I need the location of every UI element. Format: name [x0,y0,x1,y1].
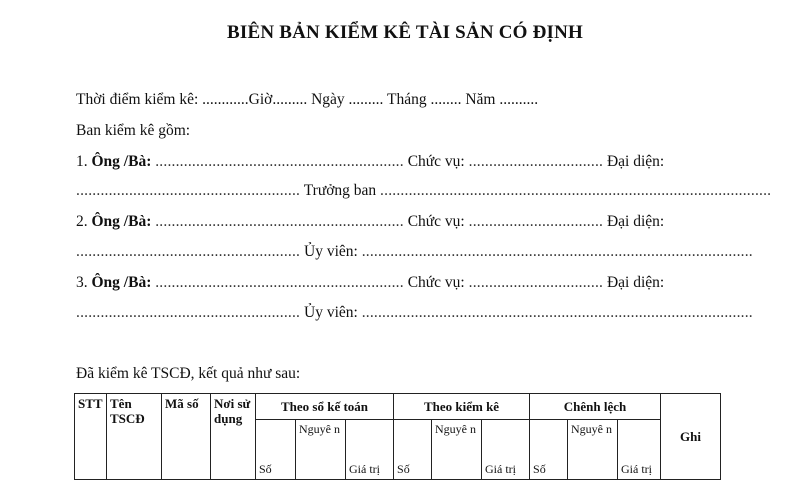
member-position-label: Chức vụ: [407,213,465,230]
member-2-row-2 [76,243,753,261]
member-3-row-2 [76,304,753,322]
member-role-field[interactable]: ................................................................................................ [361,304,753,321]
member-name-label: Ông /Bà: [91,274,152,291]
member-name-label: Ông /Bà: [91,153,152,170]
diff-qty: Số [530,420,568,480]
check-cost: Nguyê n [432,420,482,480]
books-cost: Nguyê n [296,420,346,480]
member-position-label: Chức vụ: [407,274,465,291]
inventory-time-line: Thời điểm kiểm kê: ............Giờ......... Ngày ......... Tháng ........ Năm .......... [76,91,539,108]
member-position-label: Chức vụ: [407,153,465,170]
col-code: Mã số [162,394,211,480]
member-position-field[interactable]: ................................. [468,213,604,230]
member-role-field[interactable]: ................................................................................................ [380,182,772,199]
member-rep-field[interactable]: ....................................................... [76,182,301,199]
check-value: Giá trị [482,420,530,480]
check-qty: Số [394,420,432,480]
member-name-label: Ông /Bà: [91,213,152,230]
member-index: 3. [76,274,88,291]
group-check: Theo kiểm kê [394,394,530,420]
inventory-table [74,393,721,480]
member-role: Trưởng ban [303,182,377,199]
diff-value: Giá trị [618,420,661,480]
member-index: 1. [76,153,88,170]
col-note: Ghi [661,394,721,480]
group-diff: Chênh lệch [530,394,661,420]
member-role: Ủy viên: [304,243,358,260]
member-rep-field[interactable]: ....................................................... [76,243,301,260]
col-asset-name: Tên TSCĐ [107,394,162,480]
member-position-field[interactable]: ................................. [468,274,604,291]
member-1-row-2 [76,182,771,200]
member-rep-label: Đại diện: [606,274,665,291]
member-role-field[interactable]: ................................................................................................ [361,243,753,260]
member-role: Ủy viên: [304,304,358,321]
result-line: Đã kiểm kê TSCĐ, kết quả như sau: [76,365,301,382]
books-value: Giá trị [346,420,394,480]
member-rep-label: Đại diện: [606,153,665,170]
diff-cost: Nguyê n [568,420,618,480]
member-1-row [76,153,664,171]
member-rep-field[interactable]: ....................................................... [76,304,301,321]
books-qty: Số [256,420,296,480]
member-index: 2. [76,213,88,230]
document-title: BIÊN BẢN KIỂM KÊ TÀI SẢN CÓ ĐỊNH [226,22,584,43]
member-rep-label: Đại diện: [606,213,665,230]
member-3-row [76,274,664,292]
member-name-field[interactable]: ............................................................. [155,274,404,291]
member-name-field[interactable]: ............................................................. [155,213,404,230]
col-location: Nơi sử dụng [211,394,256,480]
member-2-row [76,213,664,231]
group-books: Theo sổ kế toán [256,394,394,420]
col-stt: STT [75,394,107,480]
member-position-field[interactable]: ................................. [468,153,604,170]
committee-label: Ban kiểm kê gồm: [76,122,191,139]
member-name-field[interactable]: ............................................................. [155,153,404,170]
